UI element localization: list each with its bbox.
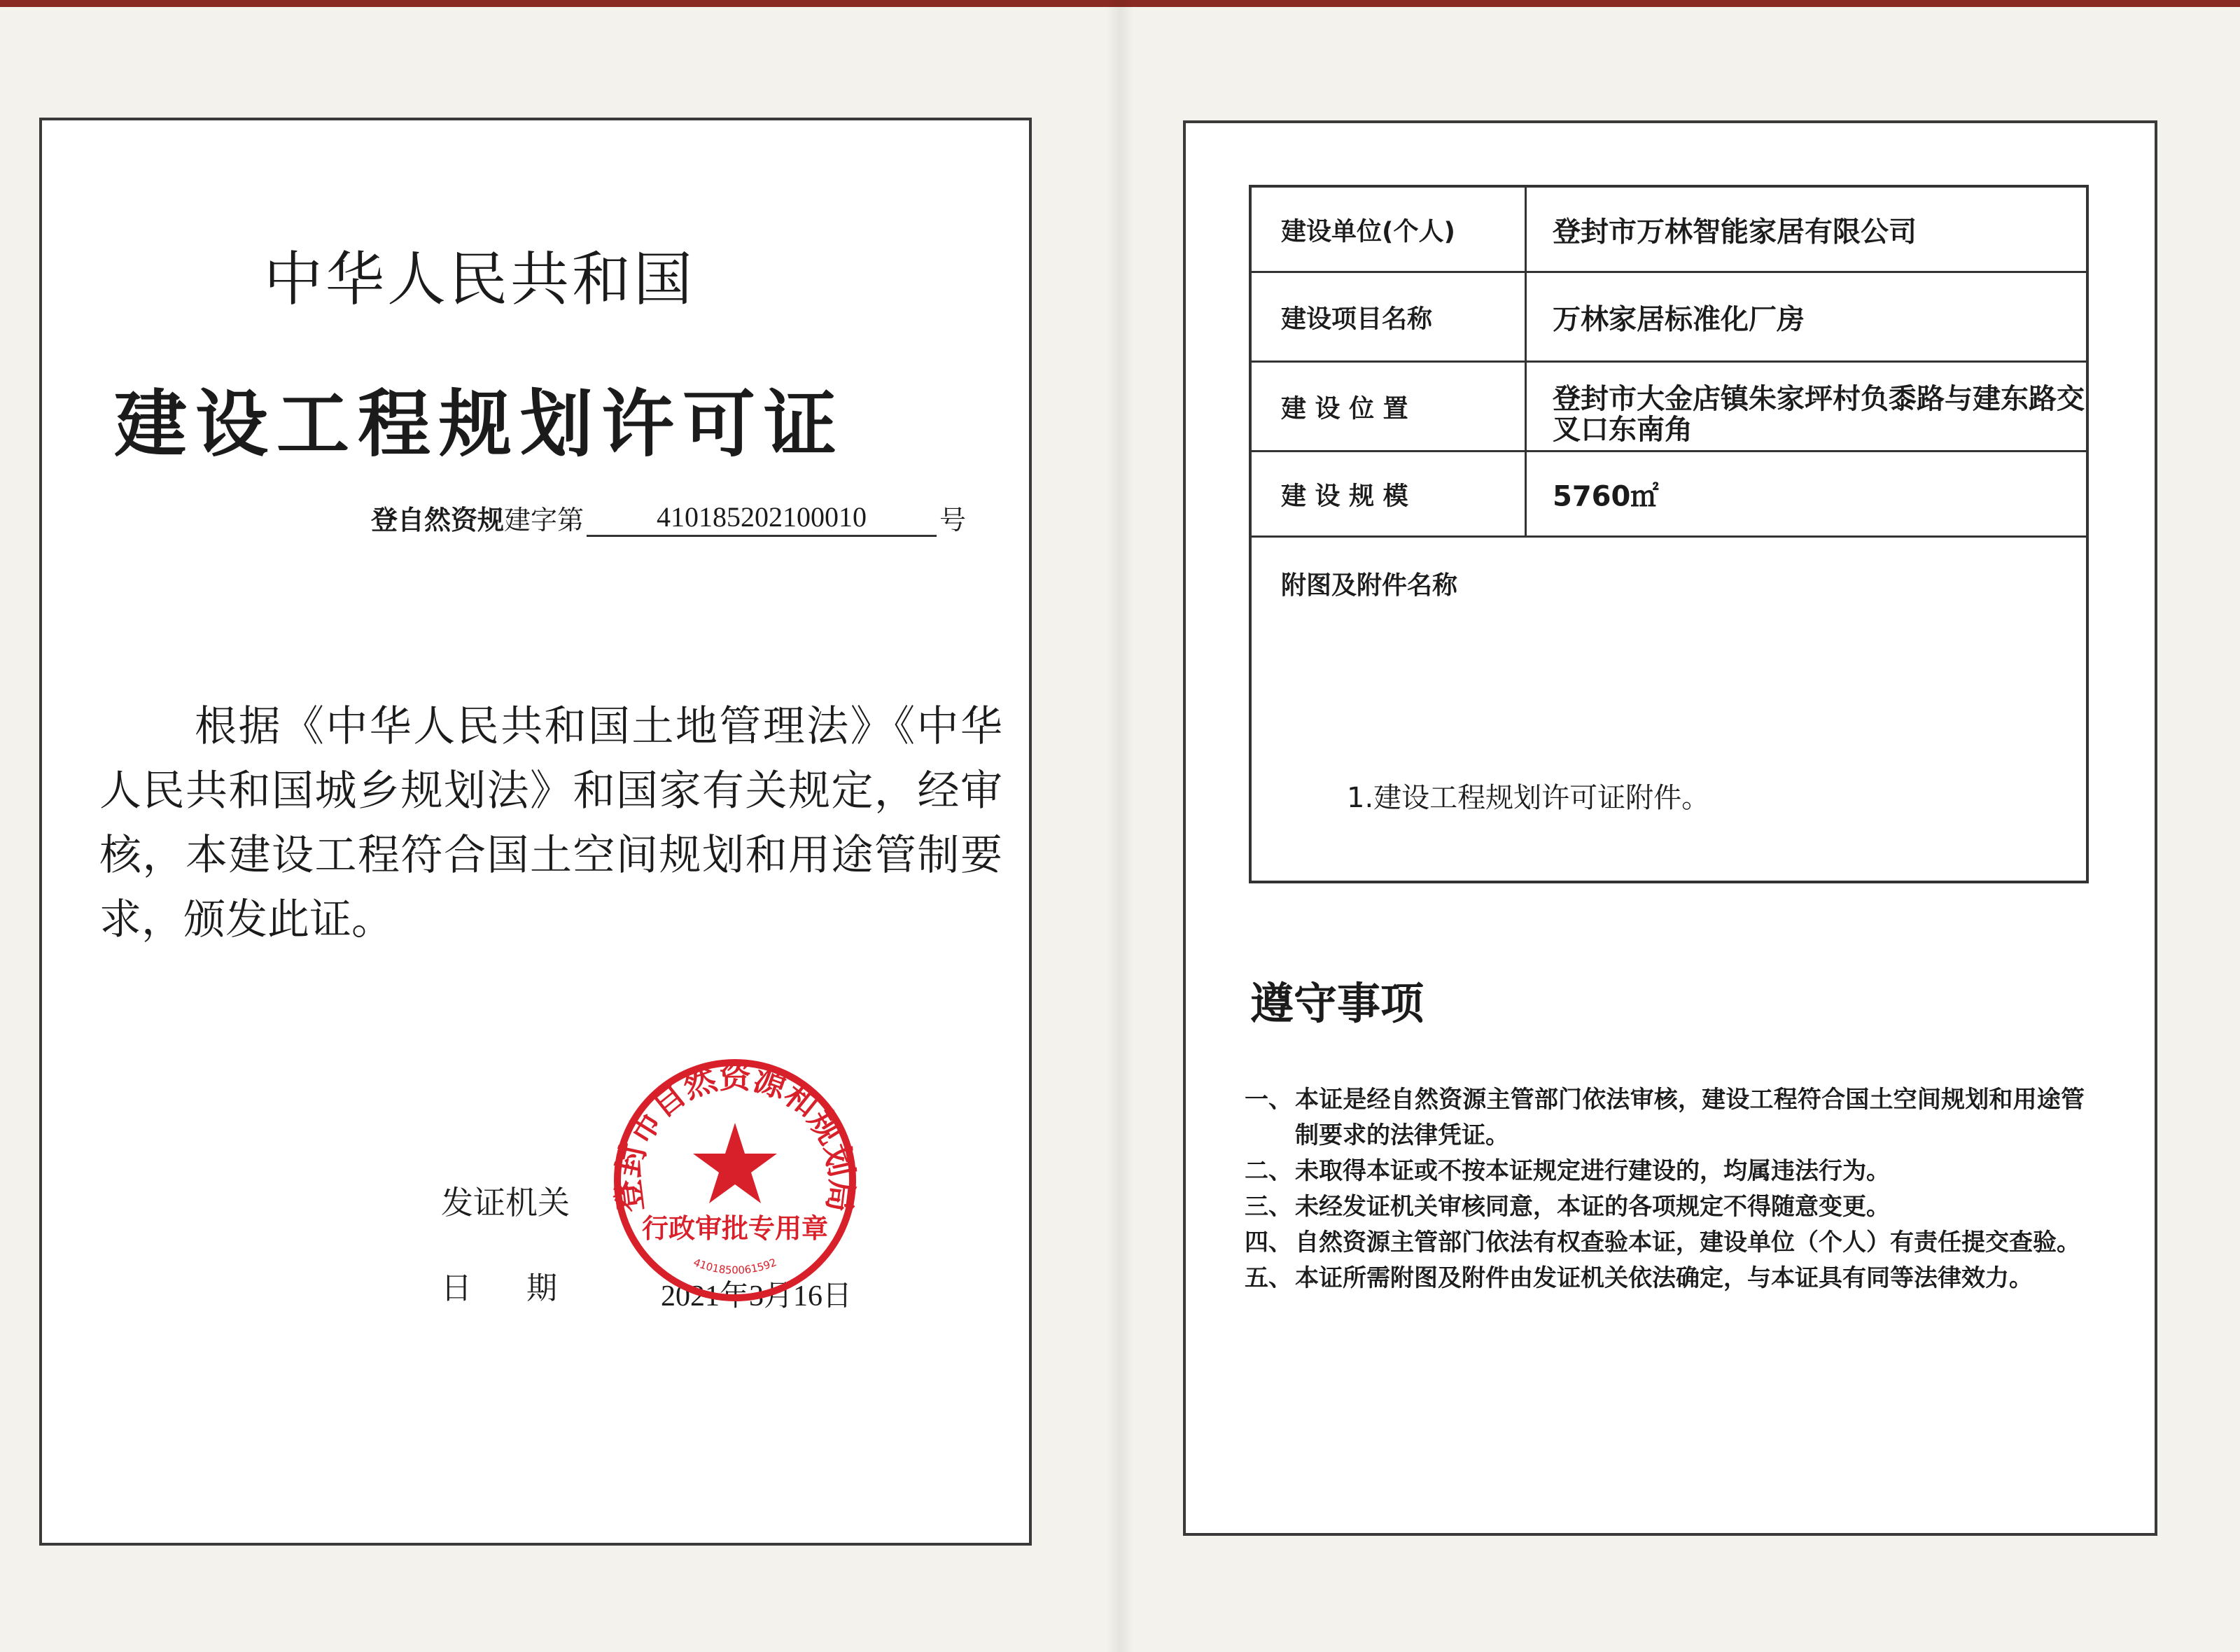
seal-inner-text: 行政审批专用章 (641, 1213, 829, 1244)
table-row-location (1252, 363, 2086, 452)
table-row-project (1252, 273, 2086, 363)
country-name: 中华人民共和国 (263, 245, 695, 314)
location-value: 登封市大金店镇朱家坪村负黍路与建东路交叉口东南角 (1553, 383, 2085, 446)
note-number: 一、 (1245, 1086, 1292, 1114)
note-number: 三、 (1245, 1193, 1292, 1221)
note-text: 本证是经自然资源主管部门依法审核，建设工程符合国土空间规划和用途管制要求的法律凭证。 (1295, 1086, 2085, 1149)
note-number: 四、 (1245, 1228, 1292, 1256)
svg-text:4101850061592 (692, 1256, 778, 1277)
table-row-unit (1252, 188, 2086, 273)
certificate-body-text: 根据《中华人民共和国土地管理法》《中华人民共和国城乡规划法》和国家有关规定，经审核，本建设工程符合国土空间规划和用途管制要求，颁发此证。 (99, 702, 1002, 944)
note-text: 未取得本证或不按本证规定进行建设的，均属违法行为。 (1295, 1157, 1890, 1185)
note-text: 自然资源主管部门依法有权查验本证，建设单位（个人）有责任提交查验。 (1295, 1228, 2080, 1256)
cert-prefix: 登自然资规 (371, 505, 505, 536)
column-divider (1525, 363, 1527, 450)
cert-suffix: 号 (939, 505, 967, 536)
note-text: 本证所需附图及附件由发证机关依法确定，与本证具有同等法律效力。 (1295, 1264, 2033, 1292)
column-divider (1525, 452, 1527, 536)
list-item (1245, 1082, 2085, 1154)
scale-label: 建 设 规 模 (1281, 482, 1408, 510)
seal-code: 4101850061592 (692, 1256, 778, 1277)
certificate-number-line (371, 498, 966, 537)
unit-label: 建设单位(个人) (1281, 217, 1455, 246)
scale-value: 5760㎡ (1553, 480, 1659, 512)
notes-list (1245, 1082, 2085, 1296)
center-fold (1106, 0, 1134, 1652)
issue-date: 2021年3月16日 (661, 1280, 853, 1312)
certificate-number: 410185202100010 (587, 500, 937, 537)
seal-star-icon (693, 1123, 777, 1203)
cert-middle: 建字第 (504, 505, 584, 536)
attachments-label: 附图及附件名称 (1281, 571, 1458, 600)
date-label: 日期 (441, 1270, 612, 1306)
note-number: 二、 (1245, 1157, 1292, 1185)
official-seal (609, 1054, 861, 1306)
attachment-item: 1.建设工程规划许可证附件。 (1347, 782, 1710, 814)
project-label: 建设项目名称 (1281, 304, 1433, 333)
note-text: 未经发证机关审核同意，本证的各项规定不得随意变更。 (1295, 1193, 1890, 1221)
list-item (1245, 1154, 2085, 1189)
note-number: 五、 (1245, 1264, 1292, 1292)
project-info-table (1249, 185, 2089, 883)
list-item (1245, 1261, 2085, 1296)
column-divider (1525, 273, 1527, 360)
certificate-title: 建设工程规划许可证 (113, 382, 845, 467)
issuer-label: 发证机关 (441, 1184, 570, 1222)
table-row-scale (1252, 452, 2086, 538)
list-item (1245, 1189, 2085, 1225)
list-item (1245, 1225, 2085, 1261)
unit-value: 登封市万林智能家居有限公司 (1553, 216, 1917, 248)
project-value: 万林家居标准化厂房 (1553, 303, 1805, 335)
notes-heading: 遵守事项 (1250, 978, 1424, 1029)
location-label: 建 设 位 置 (1281, 394, 1408, 423)
left-page (39, 118, 1032, 1546)
right-page (1183, 120, 2157, 1536)
column-divider (1525, 188, 1527, 271)
seal-outer-text: 登封市自然资源和规划局 (609, 1058, 861, 1214)
